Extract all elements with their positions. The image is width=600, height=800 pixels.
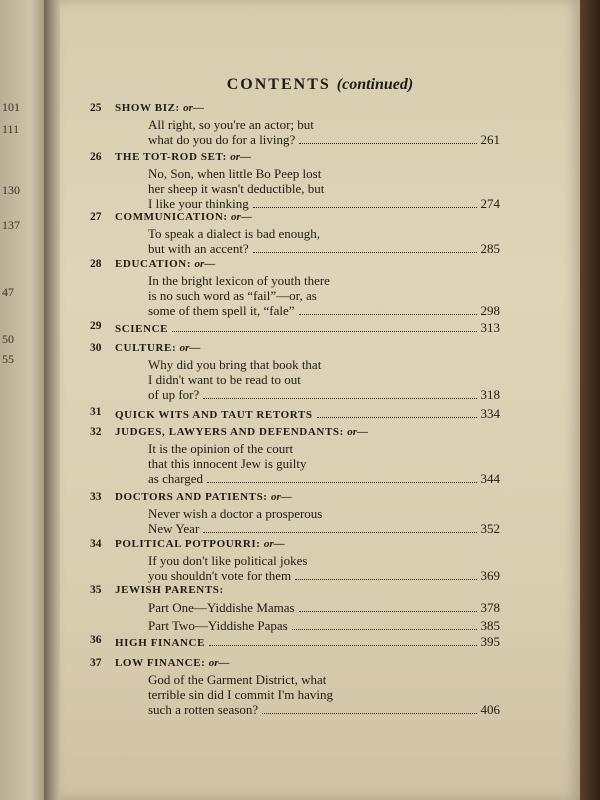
facing-page-number: 47 [2,285,14,299]
chapter-title: SHOW BIZ: or— [115,102,204,114]
chapter-title: SCIENCE [115,323,169,335]
chapter-subtitle: God of the Garment District, what [148,672,327,687]
page-number: 334 [480,406,500,421]
chapter-title: THE TOT-ROD SET: or— [115,151,252,163]
page-number: 318 [480,387,500,402]
chapter-subtitle: her sheep it wasn't deductible, but [148,181,325,196]
chapter-subtitle: I didn't want to be read to out [148,372,301,387]
chapter-subtitle: you shouldn't vote for them [148,568,292,583]
chapter-subtitle: If you don't like political jokes [148,553,308,568]
chapter-title: POLITICAL POTPOURRI: or— [115,538,285,550]
toc-dot-leader [148,241,500,257]
page-number: 352 [480,521,500,536]
toc-dot-leader [148,521,500,537]
chapter-subtitle: what do you do for a living? [148,132,296,147]
page-number: 344 [480,471,500,486]
chapter-subtitle: No, Son, when little Bo Peep lost [148,166,322,181]
toc-dot-leader [148,303,500,319]
chapter-subtitle: New Year [148,521,200,536]
page-number: 369 [480,568,500,583]
book-gutter [44,0,60,800]
chapter-subtitle: some of them spell it, “fale” [148,303,295,318]
page-number: 261 [480,132,500,147]
chapter-number: 29 [90,320,102,332]
chapter-number: 34 [90,538,102,550]
chapter-title: HIGH FINANCE [115,637,206,649]
chapter-subtitle: In the bright lexicon of youth there [148,273,330,288]
chapter-subtitle: Why did you bring that book that [148,357,322,372]
chapter-number: 25 [90,102,102,114]
facing-page-number: 55 [2,352,14,366]
chapter-subtitle: as charged [148,471,203,486]
toc-dot-leader [115,320,500,338]
chapter-number: 26 [90,151,102,163]
facing-page-number: 130 [2,183,20,197]
chapter-subtitle: It is the opinion of the court [148,441,294,456]
facing-page-number: 50 [2,332,14,346]
toc-dot-leader [148,471,500,487]
page-number: 285 [480,241,500,256]
toc-dot-leader [148,196,500,212]
chapter-subtitle: such a rotten season? [148,702,259,717]
toc-dot-leader [148,387,500,403]
page-number: 406 [480,702,500,717]
chapter-title: EDUCATION: or— [115,258,216,270]
contents-page [60,0,580,800]
chapter-number: 36 [90,634,102,646]
chapter-number: 30 [90,342,102,354]
toc-dot-leader [148,132,500,148]
chapter-title: JUDGES, LAWYERS AND DEFENDANTS: or— [115,426,368,438]
facing-page-number: 101 [2,100,20,114]
page-number: 274 [480,196,500,211]
chapter-number: 31 [90,406,102,418]
facing-page-number: 111 [2,122,20,136]
page-number: 378 [480,600,500,615]
page-number: 298 [480,303,500,318]
chapter-number: 33 [90,491,102,503]
page-number: 385 [480,618,500,633]
toc-dot-leader [148,600,500,616]
chapter-title: JEWISH PARENTS: [115,584,224,596]
chapter-subtitle: of up for? [148,387,200,402]
chapter-subtitle: All right, so you're an actor; but [148,117,314,132]
chapter-title: DOCTORS AND PATIENTS: or— [115,491,292,503]
chapter-title: QUICK WITS AND TAUT RETORTS [115,409,313,421]
heading-main: CONTENTS [226,76,331,93]
part-title: Part Two—Yiddishe Papas [148,618,288,633]
chapter-subtitle: but with an accent? [148,241,249,256]
background-edge [580,0,600,800]
toc-dot-leader [148,618,500,634]
chapter-subtitle: terrible sin did I commit I'm having [148,687,334,702]
chapter-subtitle: Never wish a doctor a prosperous [148,506,323,521]
chapter-subtitle: I like your thinking [148,196,249,211]
chapter-number: 37 [90,657,102,669]
toc-dot-leader [148,702,500,718]
toc-dot-leader [115,634,500,652]
chapter-number: 27 [90,211,102,223]
toc-dot-leader [148,568,500,584]
part-title: Part One—Yiddishe Mamas [148,600,295,615]
chapter-subtitle: To speak a dialect is bad enough, [148,226,321,241]
chapter-subtitle: is no such word as “fail”—or, as [148,288,317,303]
chapter-subtitle: that this innocent Jew is guilty [148,456,307,471]
page-heading [60,76,580,94]
chapter-title: COMMUNICATION: or— [115,211,252,223]
facing-page-number: 137 [2,218,20,232]
chapter-title: LOW FINANCE: or— [115,657,230,669]
facing-page [0,0,44,800]
page-number: 395 [480,634,500,649]
chapter-number: 28 [90,258,102,270]
chapter-title: CULTURE: or— [115,342,201,354]
chapter-number: 32 [90,426,102,438]
heading-continued: (continued) [336,76,414,93]
page-number: 313 [480,320,500,335]
chapter-number: 35 [90,584,102,596]
toc-dot-leader [115,406,500,424]
